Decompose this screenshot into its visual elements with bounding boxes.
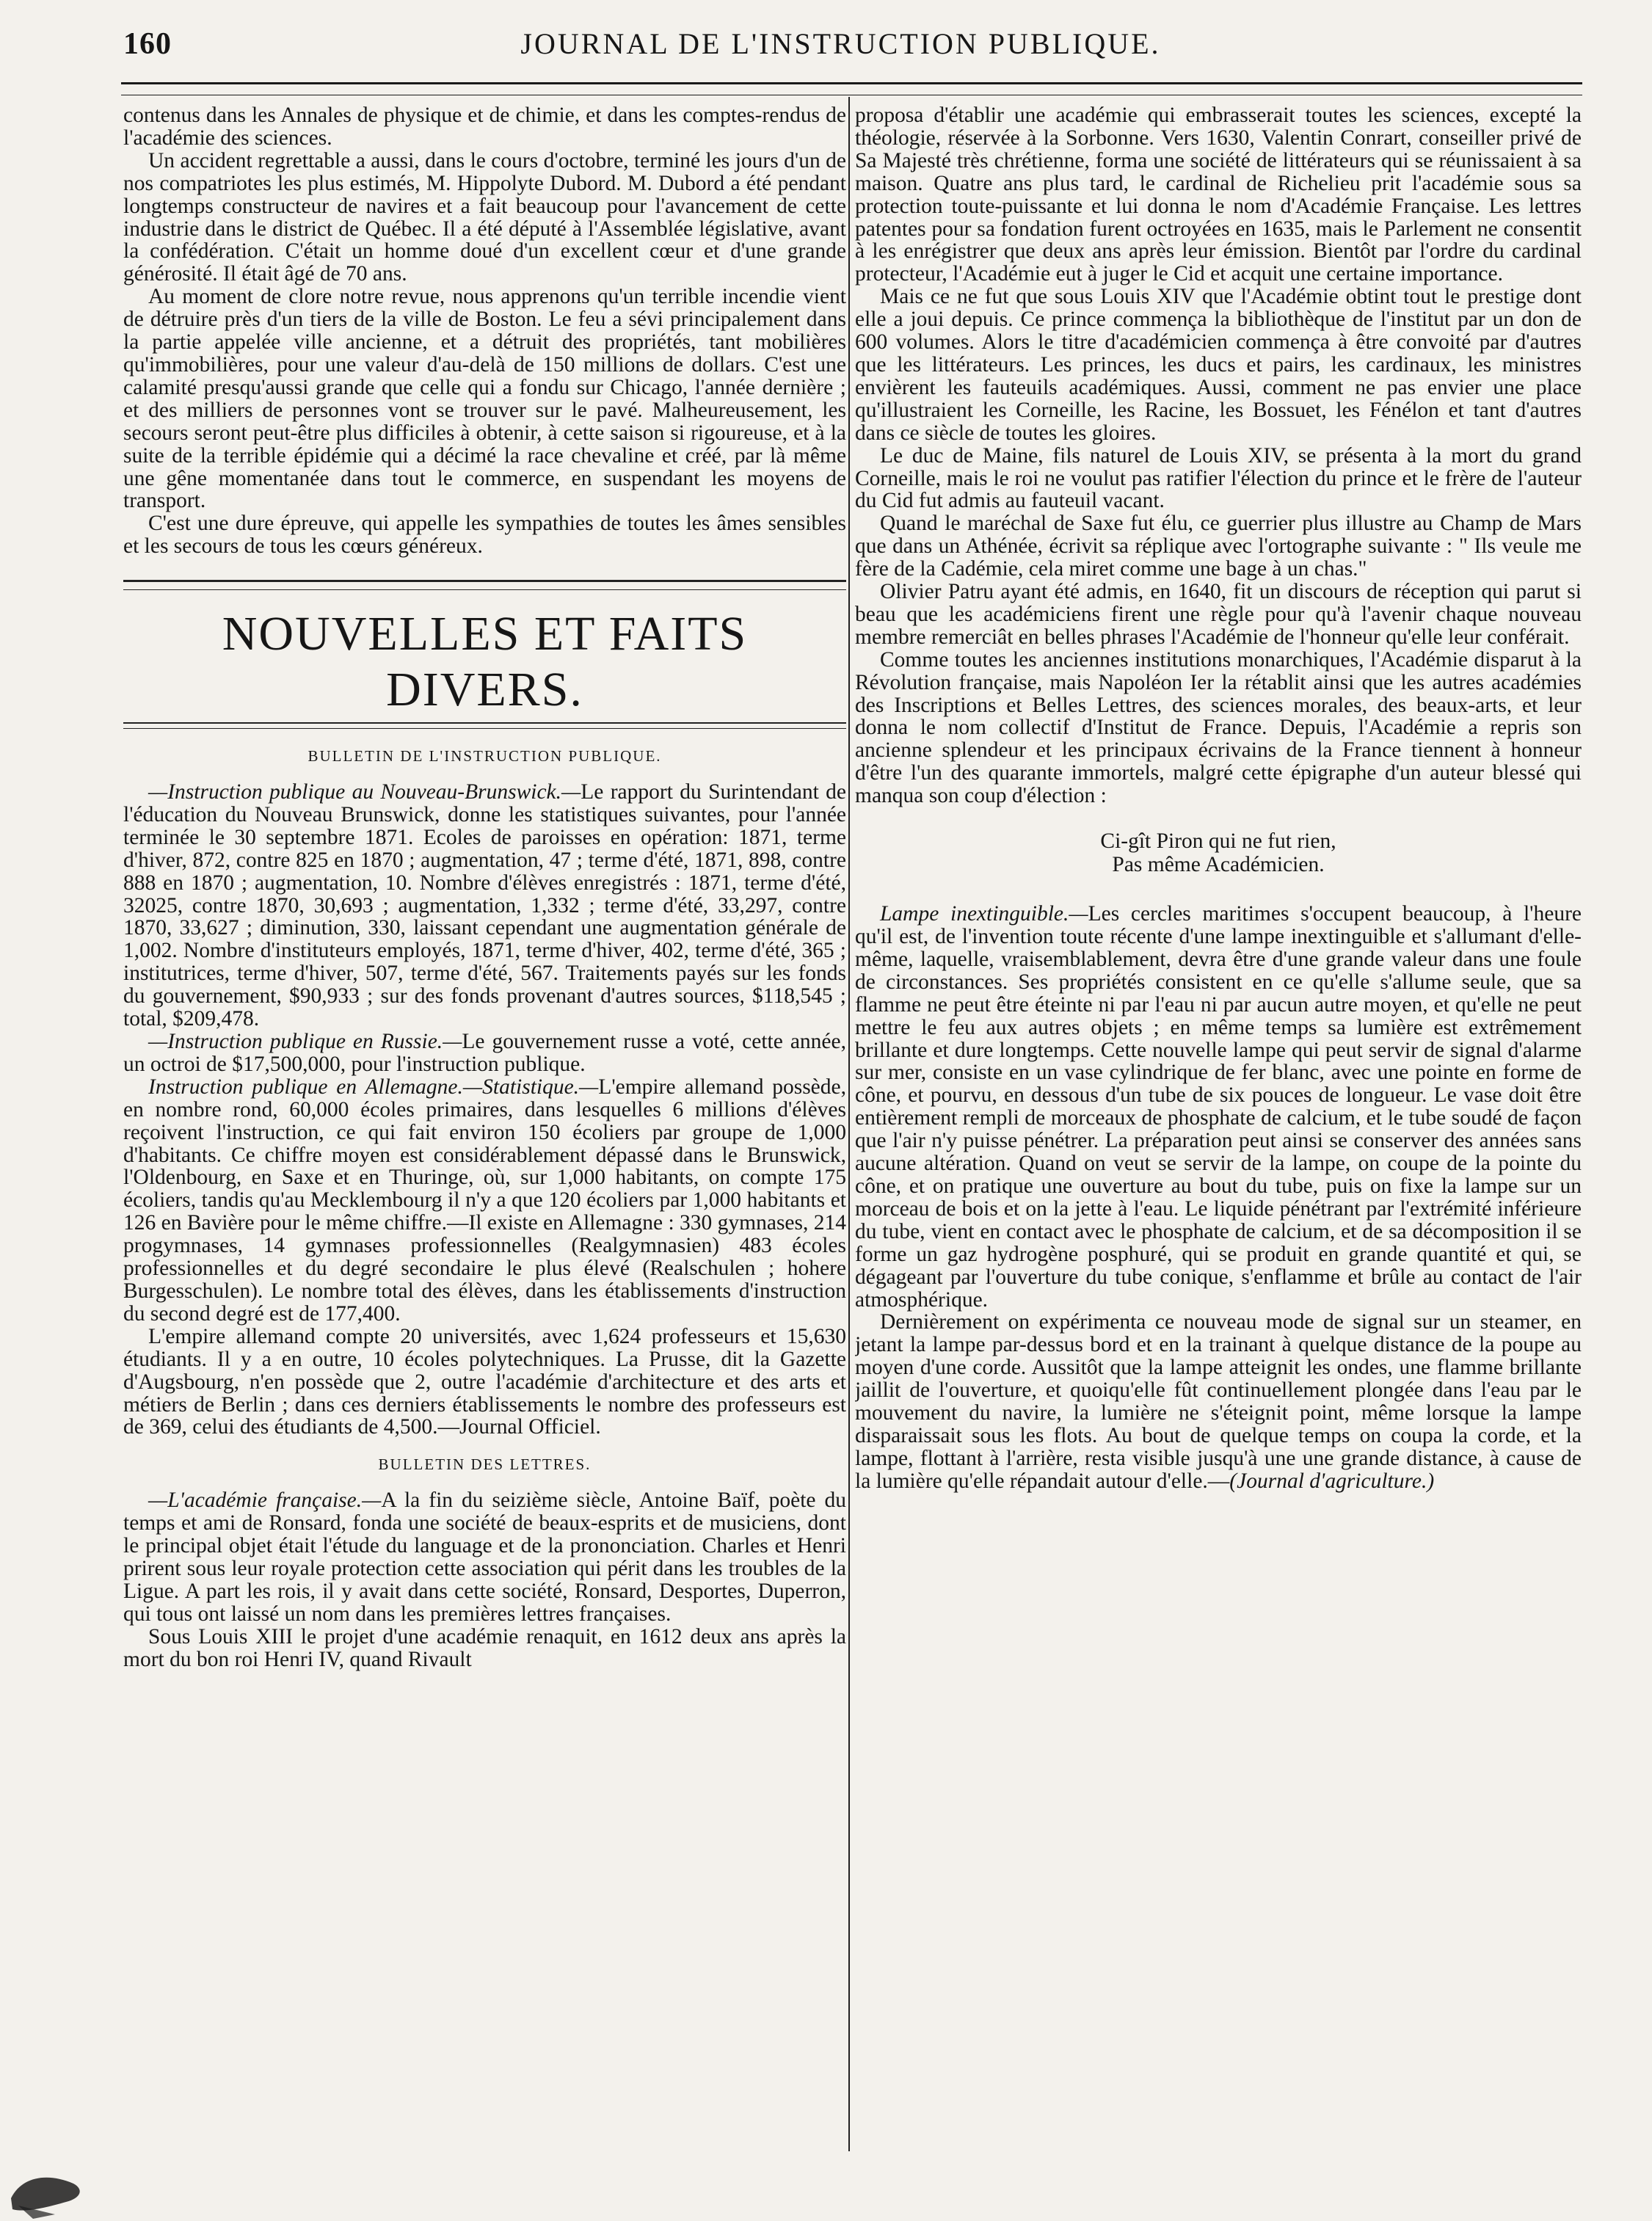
paragraph: Mais ce ne fut que sous Louis XIV que l'Académie obtint tout le prestige dont elle a joui depuis. Ce prince commença la bibliothèque de l'institut par un don de 600 volumes. Alors le titre d'académicien commença à être convoité par d'autres que les littérateurs. Les princes, les ducs et pairs, les cardinaux, les ministres envièrent les fauteuils académiques. Aussi, comment ne pas envier une place qu'illustraient les Corneille, les Racine, les Bossuet, les Fénélon et tant d'autres dans ce siècle de toutes les gloires.: [855, 285, 1582, 445]
running-head: [110, 22, 1571, 66]
article-paragraph: [123, 1489, 846, 1625]
article-lead: Lampe inextinguible.—: [880, 902, 1088, 926]
epigraph-verse: [855, 829, 1582, 876]
article-text: L'empire allemand possède, en nombre rond, 60,000 écoles primaires, dans lesquelles 6 millions d'élèves reçoivent l'instruction, ce qui fait environ 150 écoliers par groupe de 1,000 d'habitants. Ce chiffre moyen est considérablement dépassé dans le Brunswick, l'Oldenbourg, en Saxe et en Thuringe, où, sur 1,000 habitants, on compte 175 écoliers, tandis qu'au Mecklembourg il n'y a que 120 écoliers par 1,000 habitants et 126 en Bavière pour le même chiffre.—Il existe en Allemagne : 330 gymnases, 214 progymnases, 14 gymnases professionnelles (Realgymnasien) 483 écoles professionnelles et du degré secondaire le plus élevé (Realschulen ; hohere Burgesschulen). Le nombre total des élèves, dans les établissements d'instruction du second degré est de 177,400.: [123, 1075, 846, 1326]
paragraph: Le duc de Maine, fils naturel de Louis XIV, se présenta à la mort du grand Corneille, mais le roi ne voulut pas ratifier l'élection du prince et le frère de l'auteur du Cid fut admis au fauteuil vacant.: [855, 443, 1582, 513]
bulletin-heading: BULLETIN DE L'INSTRUCTION PUBLIQUE.: [308, 747, 662, 766]
section-rule: [123, 722, 846, 729]
section-rule: [123, 580, 846, 590]
paragraph: Sous Louis XIII le projet d'une académie renaquit, en 1612 deux ans après la mort du bon roi Henri IV, quand Rivault: [123, 1624, 846, 1671]
paragraph: Quand le maréchal de Saxe fut élu, ce guerrier plus illustre au Champ de Mars que dans un Athénée, écrivit sa réplique avec l'ortographe suivante : " Ils veule me fère de la Cadémie, cela miret comme une bage à un chas.": [855, 512, 1582, 581]
right-column: [855, 104, 1582, 2159]
left-column: [123, 104, 846, 2159]
bulletin-heading: BULLETIN DES LETTRES.: [378, 1455, 592, 1474]
paragraph: L'empire allemand compte 20 universités, avec 1,624 professeurs et 15,630 étudiants. Il y a en outre, 10 écoles polytechniques. La Prusse, dit la Gazette d'Augsbourg, n'en possède que 2, outre l'académie d'architecture et des arts et métiers de Berlin ; dans ces derniers établissements le nombre des professeurs est de 369, celui des étudiants de 4,500.—Journal Officiel.: [123, 1324, 846, 1439]
paragraph: Comme toutes les anciennes institutions monarchiques, l'Académie disparut à la Révolution française, mais Napoléon Ier la rétablit ainsi que les autres académies des Inscriptions et Belles Lettres, des sciences morales, des beaux-arts, et leur donna le nom collectif d'Institut de France. Depuis, l'Académie a repris son ancienne splendeur et les principaux écrivains de la France tiennent à honneur d'être l'un des quarante immortels, malgré cette épigraphe d'un auteur blessé qui manqua son coup d'élection :: [855, 647, 1582, 808]
section-heading: NOUVELLES ET FAITS DIVERS.: [222, 607, 748, 717]
article-paragraph: [123, 781, 846, 1030]
journal-title: JOURNAL DE L'INSTRUCTION PUBLIQUE.: [520, 27, 1161, 60]
verse-line: Pas même Académicien.: [1112, 853, 1325, 877]
paragraph: Olivier Patru ayant été admis, en 1640, fit un discours de réception qui parut si beau que les académiciens firent une règle pour qu'à l'avenir chaque nouveau membre remerciât en belles phrases l'Académie de l'honneur qu'elle leur conférait.: [855, 580, 1582, 649]
article-lead: —Instruction publique en Russie.—: [148, 1030, 462, 1053]
article-paragraph: [855, 1311, 1582, 1492]
article-text: Le rapport du Surintendant de l'éducation du Nouveau Brunswick, donne les statistiques suivantes, pour l'année terminée le 30 septembre 1871. Ecoles de paroisses en opération: 1871, terme d'hiver, 872, contre 825 en 1870 ; augmentation, 47 ; terme d'été, 1871, 898, contre 888 en 1870 ; augmentation, 10. Nombre d'élèves enregistrés : 1871, terme d'été, 32025, contre 1870, 30,693 ; augmentation, 1,332 ; terme d'été, 33,297, contre 1870, 33,627 ; diminution, 330, laissant cependant une augmentation générale de 1,002. Nombre d'instituteurs employés, 1871, terme d'hiver, 402, terme d'été, 365 ; institutrices, terme d'hiver, 507, terme d'été, 567. Traitements payés sur les fonds du gouvernement, $90,933 ; sur des fonds provenant d'autres sources, $118,545 ; total, $209,478.: [123, 780, 846, 1031]
paragraph: Un accident regrettable a aussi, dans le cours d'octobre, terminé les jours d'un de nos compatriotes les plus estimés, M. Hippolyte Dubord. M. Dubord a été pendant longtemps constructeur de navires et a fait beaucoup pour l'avancement de cette industrie dans le district de Québec. Il a été député à l'Assemblée législative, avant la confédération. C'était un homme doué d'un excellent cœur et d'une grande générosité. Il était âgé de 70 ans.: [123, 148, 846, 286]
article-paragraph: [855, 903, 1582, 1311]
article-text: Dernièrement on expérimenta ce nouveau mode de signal sur un steamer, en jetant la lampe par-dessus bord et en la trainant à quelque distance de la poupe au moyen d'une corde. Aussitôt que la lampe atteignit les ondes, une flamme brillante jaillit de l'ouverture, et quoiqu'elle fût continuellement plongée dans l'eau par le mouvement du navire, la lumière ne s'éteignit point, même lorsque la lampe disparaissait sous les flots. Au bout de quelque temps on coupa la corde, et la lampe, flottant à l'arrière, resta visible jusqu'à une une grande distance, à cause de la lumière qu'elle répandait autour d'elle.—: [855, 1310, 1582, 1493]
column-divider: [848, 97, 850, 2151]
article-lead: Instruction publique en Allemagne.—Statistique.—: [148, 1075, 599, 1099]
page-number: 160: [123, 27, 172, 61]
paragraph: contenus dans les Annales de physique et de chimie, et dans les comptes-rendus de l'académie des sciences.: [123, 104, 846, 150]
verse-line: Ci-gît Piron qui ne fut rien,: [1100, 829, 1336, 854]
header-rule: [121, 82, 1582, 95]
article-source: (Journal d'agriculture.): [1229, 1469, 1435, 1493]
paragraph: Au moment de clore notre revue, nous apprenons qu'un terrible incendie vient de détruire près d'un tiers de la ville de Boston. Le feu a sévi principalement dans la partie appelée ville ancienne, et a détruit des propriétés, tant mobilières qu'immobilières, pour une valeur d'au-delà de 150 millions de dollars. C'est une calamité presqu'aussi grande que celle qui a fondu sur Chicago, l'année dernière ; et des milliers de personnes vont se trouver sur le pavé. Malheureusement, les secours seront peut-être plus difficiles à obtenir, à cette saison si rigoureuse, et à la suite de la terrible épidémie qui a décimé la race chevaline et créé, par là même une gêne momentanée dans tout le commerce, en suspendant les moyens de transport.: [123, 285, 846, 513]
article-lead: —Instruction publique au Nouveau-Brunswick.—: [148, 780, 581, 804]
article-lead: —L'académie française.—: [148, 1488, 382, 1513]
article-paragraph: [123, 1076, 846, 1326]
article-text: A la fin du seizième siècle, Antoine Baïf, poète du temps et ami de Ronsard, fonda une société de beaux-esprits et de musiciens, dont le principal objet était l'étude du language et de la prononciation. Charles et Henri prirent sous leur royale protection cette association qui périt dans les troubles de la Ligue. A part les rois, il y avait dans cette société, Ronsard, Desportes, Duperron, qui tous ont laissé un nom dans les premières lettres françaises.: [123, 1488, 846, 1626]
paragraph: C'est une dure épreuve, qui appelle les sympathies de toutes les âmes sensibles et les secours de tous les cœurs généreux.: [123, 512, 846, 559]
paragraph: proposa d'établir une académie qui embrasserait toutes les sciences, excepté la théologie, réservée à la Sorbonne. Vers 1630, Valentin Conrart, conseiller privé de Sa Majesté très chrétienne, forma une société de littérateurs qui se réunissaient à sa maison. Quatre ans plus tard, le cardinal de Richelieu prit l'académie sous sa protection toute-puissante et lui donna le nom d'Académie Française. Les lettres patentes pour sa fondation furent octroyées en 1635, mais le Parlement ne consentit à les enrégistrer que deux ans après leur émission. Bientôt par l'ordre du cardinal protecteur, l'Académie eut à juger le Cid et acquit une certaine importance.: [855, 104, 1582, 286]
article-text: Les cercles maritimes s'occupent beaucoup, à l'heure qu'il est, de l'invention toute récente d'une lampe inextinguible et s'allumant d'elle-même, laquelle, vraisemblablement, devra être d'une grande valeur dans une foule de circonstances. Ses propriétés consistent en ce qu'elle s'allume seule, que sa flamme ne peut être éteinte ni par l'eau ni par aucun autre moyen, et qu'elle ne peut mettre le feu aux autres objets ; en même temps sa lumière est extrêmement brillante et dure longtemps. Cette nouvelle lampe qui peut servir de signal d'alarme sur mer, consiste en un vase cylindrique de fer blanc, avec une pointe en forme de cône, et pourvu, en dessous d'un tube de six pouces de longueur. Le vase doit être entièrement rempli de morceaux de phosphate de calcium, et le tube soudé de façon que l'air n'y puisse pénétrer. La préparation peut ainsi se conserver des années sans aucune altération. Quand on veut se servir de la lampe, on coupe de la pointe du cône, et on pratique une ouverture au bout du tube, puis on fixe la lampe sur un morceau de bois et on la jette à l'eau. Le liquide pénétrant par l'extrémité inférieure du tube, vient en contact avec le phosphate de calcium, et de sa décomposition il se forme un gaz hydrogène posphuré, qui se produit en grande quantité et qui, se dégageant par l'ouverture du tube conique, s'enflamme et brûle au contact de l'air atmosphérique.: [855, 902, 1582, 1312]
article-paragraph: [123, 1030, 846, 1076]
article-text: Le gouvernement russe a voté, cette année, un octroi de $17,500,000, pour l'instruction publique.: [123, 1030, 846, 1076]
library-stamp-mark: [4, 2169, 99, 2220]
